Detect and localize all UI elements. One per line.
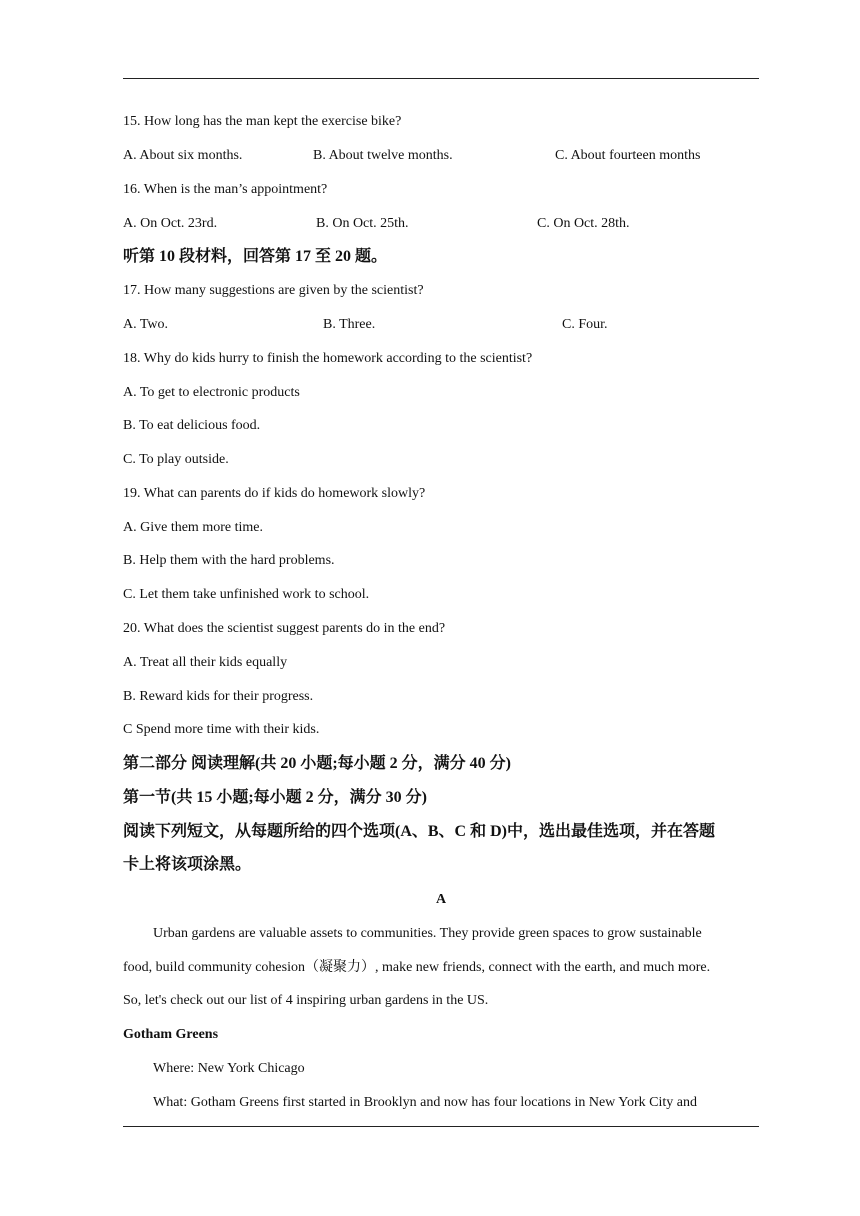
instructions-line-1: 阅读下列短文，从每题所给的四个选项(A、B、C 和 D)中，选出最佳选项，并在答题 bbox=[123, 823, 715, 840]
question-18: 18. Why do kids hurry to finish the homework according to the scientist? bbox=[123, 351, 533, 366]
question-20: 20. What does the scientist suggest parents do in the end? bbox=[123, 621, 446, 636]
header-rule bbox=[123, 78, 759, 79]
q17-option-a: A. Two. bbox=[123, 317, 169, 332]
question-19: 19. What can parents do if kids do homework slowly? bbox=[123, 486, 426, 501]
instructions-line-2: 卡上将该项涂黑。 bbox=[123, 856, 252, 873]
q20-option-b: B. Reward kids for their progress. bbox=[123, 689, 314, 704]
q18-option-b: B. To eat delicious food. bbox=[123, 418, 261, 433]
passage-line-3: So, let's check out our list of 4 inspiring urban gardens in the US. bbox=[123, 993, 489, 1008]
garden-what: What: Gotham Greens first started in Brooklyn and now has four locations in New York City and bbox=[153, 1095, 697, 1110]
footer-rule bbox=[123, 1126, 759, 1127]
section-one-heading: 第一节(共 15 小题;每小题 2 分，满分 30 分) bbox=[123, 789, 427, 806]
question-17: 17. How many suggestions are given by the scientist? bbox=[123, 283, 424, 298]
part-two-heading: 第二部分 阅读理解(共 20 小题;每小题 2 分，满分 40 分) bbox=[123, 755, 511, 772]
q16-option-c: C. On Oct. 28th. bbox=[537, 216, 630, 231]
q15-option-a: A. About six months. bbox=[123, 148, 243, 163]
q16-option-a: A. On Oct. 23rd. bbox=[123, 216, 218, 231]
passage-label: A bbox=[435, 892, 447, 907]
passage-line-2: food, build community cohesion（凝聚力）, make new friends, connect with the earth, and much more. bbox=[123, 960, 711, 975]
garden-where: Where: New York Chicago bbox=[153, 1061, 305, 1076]
q15-option-b: B. About twelve months. bbox=[313, 148, 453, 163]
q19-option-b: B. Help them with the hard problems. bbox=[123, 553, 335, 568]
section-10-heading: 听第 10 段材料，回答第 17 至 20 题。 bbox=[123, 248, 388, 265]
q16-option-b: B. On Oct. 25th. bbox=[316, 216, 409, 231]
garden-heading: Gotham Greens bbox=[123, 1027, 219, 1042]
q15-option-c: C. About fourteen months bbox=[555, 148, 701, 163]
question-16: 16. When is the man’s appointment? bbox=[123, 182, 328, 197]
q17-option-b: B. Three. bbox=[323, 317, 376, 332]
question-15: 15. How long has the man kept the exercise bike? bbox=[123, 114, 402, 129]
q18-option-c: C. To play outside. bbox=[123, 452, 229, 467]
q20-option-c: C Spend more time with their kids. bbox=[123, 722, 320, 737]
q19-option-c: C. Let them take unfinished work to school. bbox=[123, 587, 370, 602]
q19-option-a: A. Give them more time. bbox=[123, 520, 263, 535]
q18-option-a: A. To get to electronic products bbox=[123, 385, 300, 400]
q20-option-a: A. Treat all their kids equally bbox=[123, 655, 288, 670]
passage-line-1: Urban gardens are valuable assets to communities. They provide green spaces to grow sustainable bbox=[153, 926, 702, 941]
q17-option-c: C. Four. bbox=[562, 317, 608, 332]
